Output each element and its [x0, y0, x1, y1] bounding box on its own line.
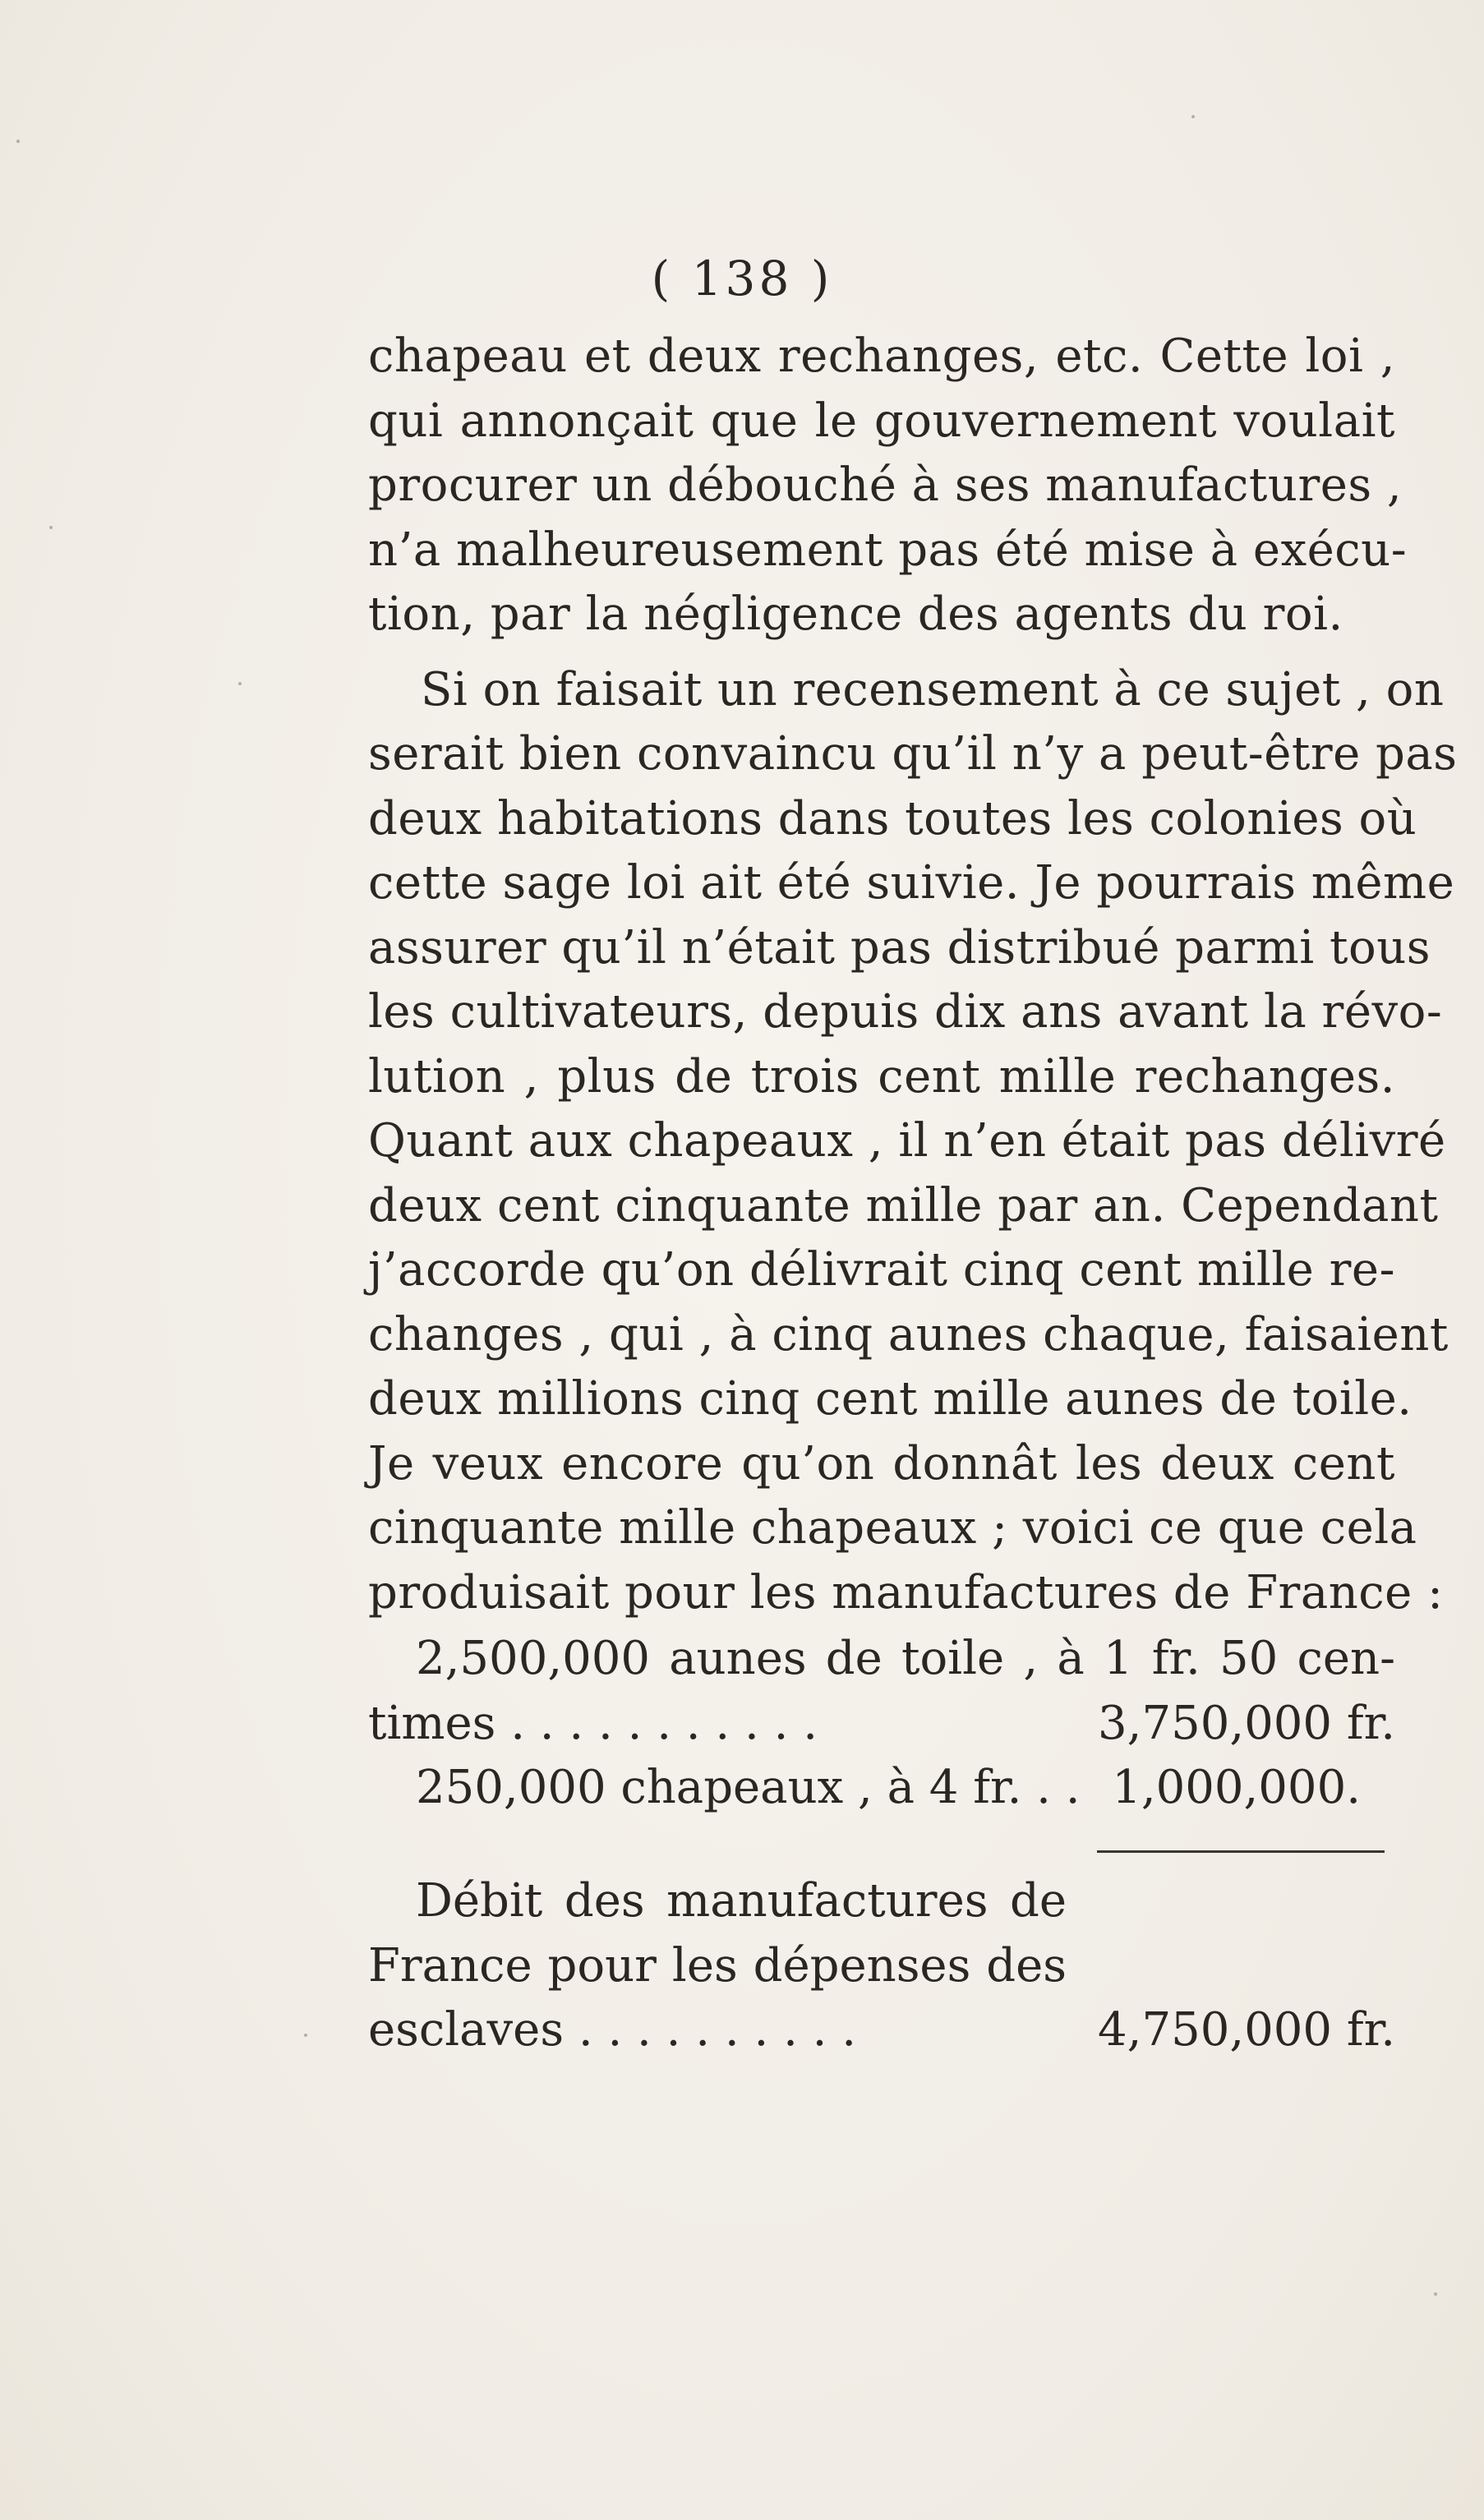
- text-line: assurer qu’il n’était pas distribué parmi tous: [368, 920, 1431, 974]
- ledger-amount: 1,000,000.: [1112, 1761, 1361, 1814]
- text-line: chapeau et deux rechanges, etc. Cette loi ,: [368, 329, 1395, 383]
- text-line: les cultivateurs, depuis dix ans avant la révo-: [368, 985, 1443, 1039]
- debit-row: [368, 1998, 1395, 2063]
- text-line: produisait pour les manufactures de France :: [368, 1565, 1444, 1619]
- debit-label: esclaves . . . . . . . . . .: [368, 2003, 857, 2057]
- text-line: Quant aux chapeaux , il n’en était pas délivré: [368, 1114, 1446, 1168]
- page-number: ( 138 ): [651, 251, 833, 306]
- paper-speck: [1434, 2292, 1437, 2296]
- text-line: qui annonçait que le gouvernement voulait: [368, 394, 1395, 448]
- debit-amount: 4,750,000 fr.: [1098, 2003, 1395, 2057]
- text-line: Si on faisait un recensement à ce sujet , on: [421, 662, 1445, 716]
- text-line: cinquante mille chapeaux ; voici ce que cela: [368, 1501, 1417, 1555]
- text-line: j’accorde qu’on délivrait cinq cent mille re-: [368, 1243, 1395, 1297]
- paper-speck: [1191, 115, 1195, 118]
- text-line: n’a malheureusement pas été mise à exécu-: [368, 523, 1408, 577]
- ledger-label: 250,000 chapeaux , à 4 fr. . .: [416, 1761, 1081, 1814]
- cost-ledger: [368, 1627, 1395, 1821]
- ledger-row: [368, 1692, 1395, 1757]
- ledger-amount: 3,750,000 fr.: [1098, 1696, 1395, 1750]
- debit-line: France pour les dépenses des: [368, 1938, 1067, 1993]
- text-line: Je veux encore qu’on donnât les deux cent: [368, 1436, 1395, 1490]
- text-line: deux cent cinquante mille par an. Cependant: [368, 1178, 1439, 1232]
- text-line: serait bien convaincu qu’il n’y a peut-être pas: [368, 727, 1458, 781]
- sum-rule: [1097, 1850, 1385, 1853]
- paper-speck: [49, 526, 53, 529]
- text-line: deux habitations dans toutes les colonies où: [368, 791, 1417, 845]
- text-line: cette sage loi ait été suivie. Je pourrais même: [368, 856, 1455, 910]
- ledger-line: 2,500,000 aunes de toile , à 1 fr. 50 cen-: [416, 1632, 1395, 1685]
- text-line: changes , qui , à cinq aunes chaque, faisaient: [368, 1307, 1449, 1361]
- text-line: deux millions cinq cent mille aunes de toile.: [368, 1372, 1413, 1426]
- debit-line: Débit des manufactures de: [416, 1874, 1067, 1928]
- ledger-label: times . . . . . . . . . . .: [368, 1696, 818, 1750]
- text-line: procurer un débouché à ses manufactures ,: [368, 458, 1403, 512]
- text-line: tion, par la négligence des agents du roi.: [368, 587, 1343, 641]
- paper-speck: [16, 140, 20, 143]
- paper-speck: [238, 682, 242, 685]
- paper-speck: [304, 2034, 307, 2037]
- body-text: [368, 325, 1458, 1625]
- debit-total: [368, 1869, 1395, 2063]
- ledger-row: [368, 1756, 1395, 1821]
- text-line: lution , plus de trois cent mille rechanges.: [368, 1049, 1395, 1103]
